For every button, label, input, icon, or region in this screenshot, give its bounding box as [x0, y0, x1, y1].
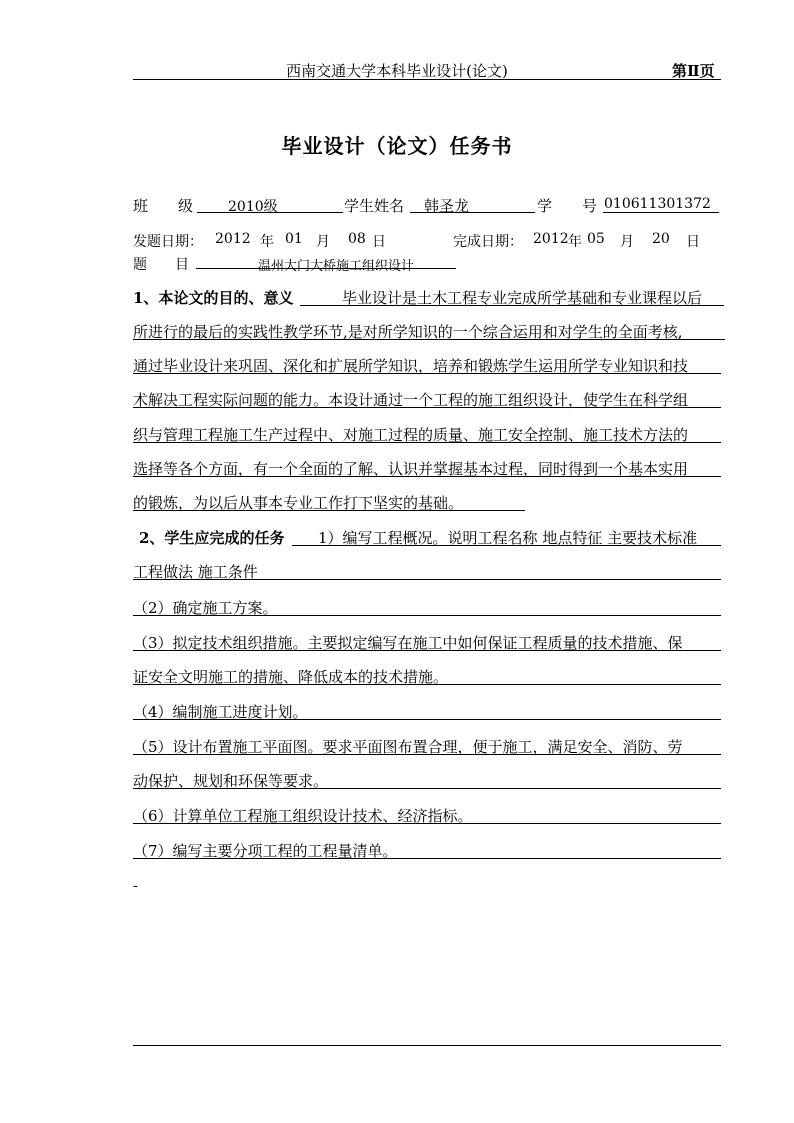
student-name-value: 韩圣龙 — [424, 197, 470, 215]
section1-underline — [133, 407, 721, 408]
topic-value: 温州大门大桥施工组织设计 — [258, 259, 415, 274]
section2-line: （2）确定施工方案。 — [133, 599, 278, 617]
section2-underline — [133, 615, 721, 616]
section1-line: 所进行的最后的实践性教学环节,是对所学知识的一个综合运用和对学生的全面考核, — [133, 323, 683, 341]
student-id-label: 学 号 — [537, 197, 598, 215]
issue-day: 08 — [348, 231, 366, 247]
header-rule — [133, 79, 721, 80]
finish-day: 20 — [652, 231, 670, 247]
section1-underline — [133, 476, 721, 477]
document-title: 毕业设计（论文）任务书 — [281, 134, 513, 158]
section2-underline — [133, 823, 721, 824]
section2-line: （4）编制施工进度计划。 — [133, 703, 308, 721]
section1-underline — [300, 305, 724, 306]
class-underline — [197, 212, 343, 213]
finish-month-unit: 月 — [620, 234, 634, 250]
section2-heading: 2、学生应完成的任务 — [139, 529, 285, 547]
section1-line: 织与管理工程施工生产过程中、对施工过程的质量、施工安全控制、施工技术方法的 — [133, 426, 689, 444]
section1-line: 选择等各个方面，有一个全面的了解、认识并掌握基本过程，同时得到一个基本实用 — [133, 460, 689, 478]
issue-date-label: 发题日期： — [133, 234, 203, 250]
section2-line: 1）编写工程概况。说明工程名称 地点特征 主要技术标准 — [318, 529, 698, 547]
section1-line: 的锻炼，为以后从事本专业工作打下坚实的基础。 — [133, 494, 464, 512]
section2-line: 工程做法 施工条件 — [133, 563, 258, 581]
footer-rule — [133, 1045, 721, 1046]
section2-line: 证安全文明施工的措施、降低成本的技术措施。 — [133, 668, 449, 686]
finish-year: 2012 — [533, 231, 569, 247]
running-header-title: 西南交通大学本科毕业设计(论文) — [286, 62, 508, 80]
student-name-underline — [410, 212, 535, 213]
section2-line: （5）设计布置施工平面图。要求平面图布置合理，便于施工，满足安全、消防、劳 — [133, 738, 683, 756]
section1-underline — [133, 442, 721, 443]
section1-line: 通过毕业设计来巩固、深化和扩展所学知识，培养和锻炼学生运用所学专业知识和技 — [133, 357, 689, 375]
student-id-underline — [603, 212, 719, 213]
section1-heading: 1、本论文的目的、意义 — [133, 289, 294, 307]
section2-line: （7）编写主要分项工程的工程量清单。 — [133, 842, 398, 860]
finish-year-unit: 年 — [568, 234, 582, 250]
class-value: 2010级 — [228, 199, 278, 215]
page-number: 第Ⅱ页 — [672, 62, 715, 80]
section2-line: （6）计算单位工程施工组织设计技术、经济指标。 — [133, 807, 473, 825]
section2-line: 动保护、规划和环保等要求。 — [133, 772, 329, 790]
section2-line: （3）拟定技术组织措施。主要拟定编写在施工中如何保证工程质量的技术措施、保 — [133, 634, 683, 652]
section2-underline — [133, 788, 721, 789]
section1-underline — [133, 510, 525, 511]
section1-line: 术解决工程实际问题的能力。本设计通过一个工程的施工组织设计，使学生在科学组 — [133, 391, 689, 409]
section2-underline — [133, 579, 721, 580]
issue-month: 01 — [285, 231, 303, 247]
section2-underline — [133, 650, 721, 651]
student-name-label: 学生姓名 — [344, 197, 405, 215]
topic-label: 题 目 — [133, 257, 189, 273]
issue-day-unit: 日 — [372, 234, 386, 250]
class-label: 班 级 — [133, 197, 194, 215]
finish-date-label: 完成日期： — [453, 234, 523, 250]
section1-underline — [133, 339, 725, 340]
stray-dash: - — [133, 878, 138, 894]
section1-underline — [133, 373, 721, 374]
section2-underline — [133, 684, 721, 685]
issue-year: 2012 — [215, 231, 251, 247]
issue-month-unit: 月 — [316, 234, 330, 250]
issue-year-unit: 年 — [260, 234, 274, 250]
section2-underline — [133, 858, 721, 859]
finish-day-unit: 日 — [686, 234, 700, 250]
finish-month: 05 — [587, 231, 605, 247]
section2-underline — [292, 545, 721, 546]
section2-underline — [133, 754, 721, 755]
student-id-value: 010611301372 — [604, 196, 711, 212]
section2-underline — [133, 719, 721, 720]
section1-line: 毕业设计是土木工程专业完成所学基础和专业课程以后 — [342, 289, 703, 307]
